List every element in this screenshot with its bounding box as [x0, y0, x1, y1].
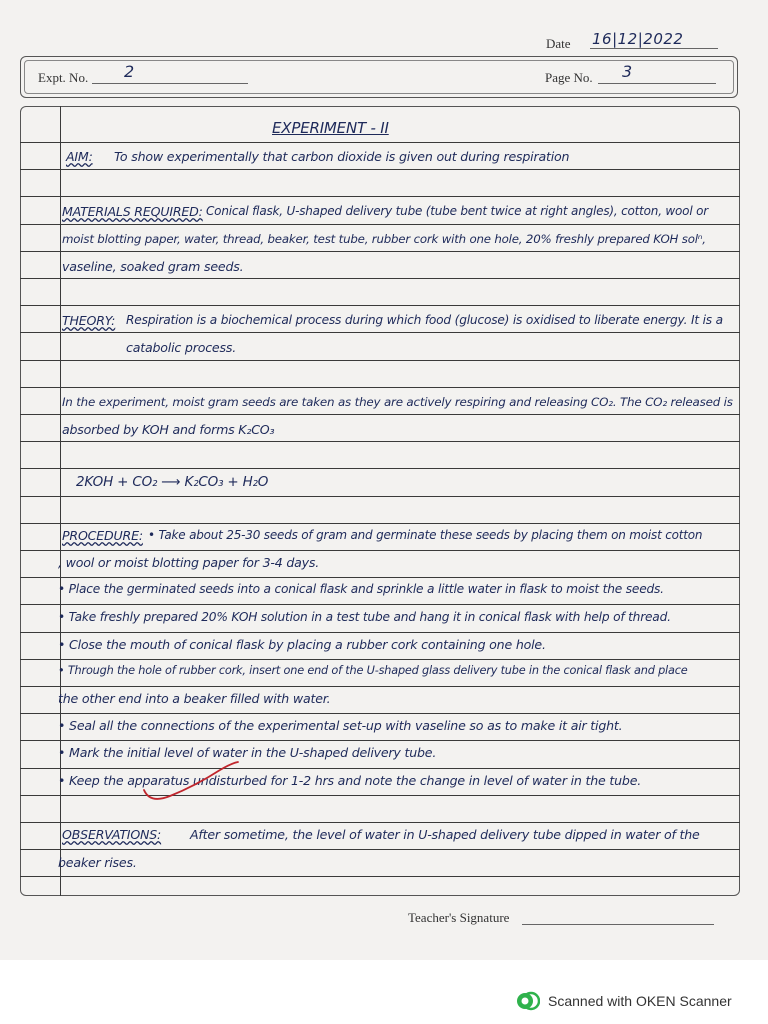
theory-label: THEORY:	[62, 313, 116, 328]
chemical-equation: 2KOH + CO₂ ⟶ K₂CO₃ + H₂O	[76, 474, 269, 490]
theory-line-1: Respiration is a biochemical process during which food (glucose) is oxidised to liberate energy. It is a	[126, 313, 723, 327]
date-value: 16|12|2022	[592, 30, 684, 48]
scanner-watermark	[516, 990, 732, 1012]
procedure-step-5b: the other end into a beaker filled with water.	[58, 691, 331, 706]
materials-line-2: moist blotting paper, water, thread, beaker, test tube, rubber cork with one hole, 20% freshly prepared KOH solⁿ,	[62, 232, 706, 246]
procedure-step-3: • Take freshly prepared 20% KOH solution in a test tube and hang it in conical flask with help of thread.	[58, 610, 671, 624]
experiment-title: EXPERIMENT - II	[272, 119, 389, 137]
observations-line-1: After sometime, the level of water in U-shaped delivery tube dipped in water of the	[190, 827, 700, 842]
teacher-signature-line	[522, 924, 714, 925]
expt-no-value: 2	[124, 62, 135, 81]
procedure-step-7: • Mark the initial level of water in the U-shaped delivery tube.	[58, 745, 437, 760]
aim-label: AIM:	[66, 149, 93, 164]
procedure-label: PROCEDURE:	[62, 528, 143, 543]
expt-no-label: Expt. No.	[38, 70, 89, 85]
procedure-step-5a: • Through the hole of rubber cork, insert one end of the U-shaped glass delivery tube in the conical flask and place	[58, 664, 688, 677]
experiment-line-1: In the experiment, moist gram seeds are taken as they are actively respiring and releasing CO₂. The CO₂ released is	[62, 395, 733, 409]
expt-no-line	[92, 83, 248, 84]
procedure-step-6: • Seal all the connections of the experimental set-up with vaseline so as to make it air tight.	[58, 718, 623, 733]
theory-line-2: catabolic process.	[126, 340, 236, 355]
red-correction-mark	[140, 760, 250, 810]
procedure-step-2: • Place the germinated seeds into a conical flask and sprinkle a little water in flask to moist the seeds.	[58, 582, 664, 596]
experiment-line-2: absorbed by KOH and forms K₂CO₃	[62, 422, 275, 437]
procedure-step-8: • Keep the apparatus undisturbed for 1-2 hrs and note the change in level of water in the tube.	[58, 773, 642, 788]
page-no-line	[598, 83, 716, 84]
procedure-step-1a: • Take about 25-30 seeds of gram and germinate these seeds by placing them on moist cotton	[148, 528, 703, 542]
date-label: Date	[546, 36, 571, 51]
page-no-label: Page No.	[545, 70, 593, 85]
teacher-signature-label: Teacher's Signature	[408, 910, 510, 925]
aim-text: To show experimentally that carbon dioxide is given out during respiration	[114, 149, 570, 164]
observations-line-2: beaker rises.	[58, 855, 137, 870]
materials-label: MATERIALS REQUIRED:	[62, 204, 203, 219]
scanner-text: Scanned with OKEN Scanner	[548, 993, 732, 1009]
materials-line-3: vaseline, soaked gram seeds.	[62, 259, 244, 274]
materials-line-1: Conical flask, U-shaped delivery tube (tube bent twice at right angles), cotton, wool or	[206, 204, 708, 218]
procedure-step-4: • Close the mouth of conical flask by placing a rubber cork containing one hole.	[58, 637, 546, 652]
oken-scanner-icon	[516, 990, 540, 1012]
date-line	[590, 48, 718, 49]
procedure-step-1b: , wool or moist blotting paper for 3-4 days.	[58, 555, 320, 570]
page-no-value: 3	[622, 62, 633, 81]
observations-label: OBSERVATIONS:	[62, 827, 162, 842]
